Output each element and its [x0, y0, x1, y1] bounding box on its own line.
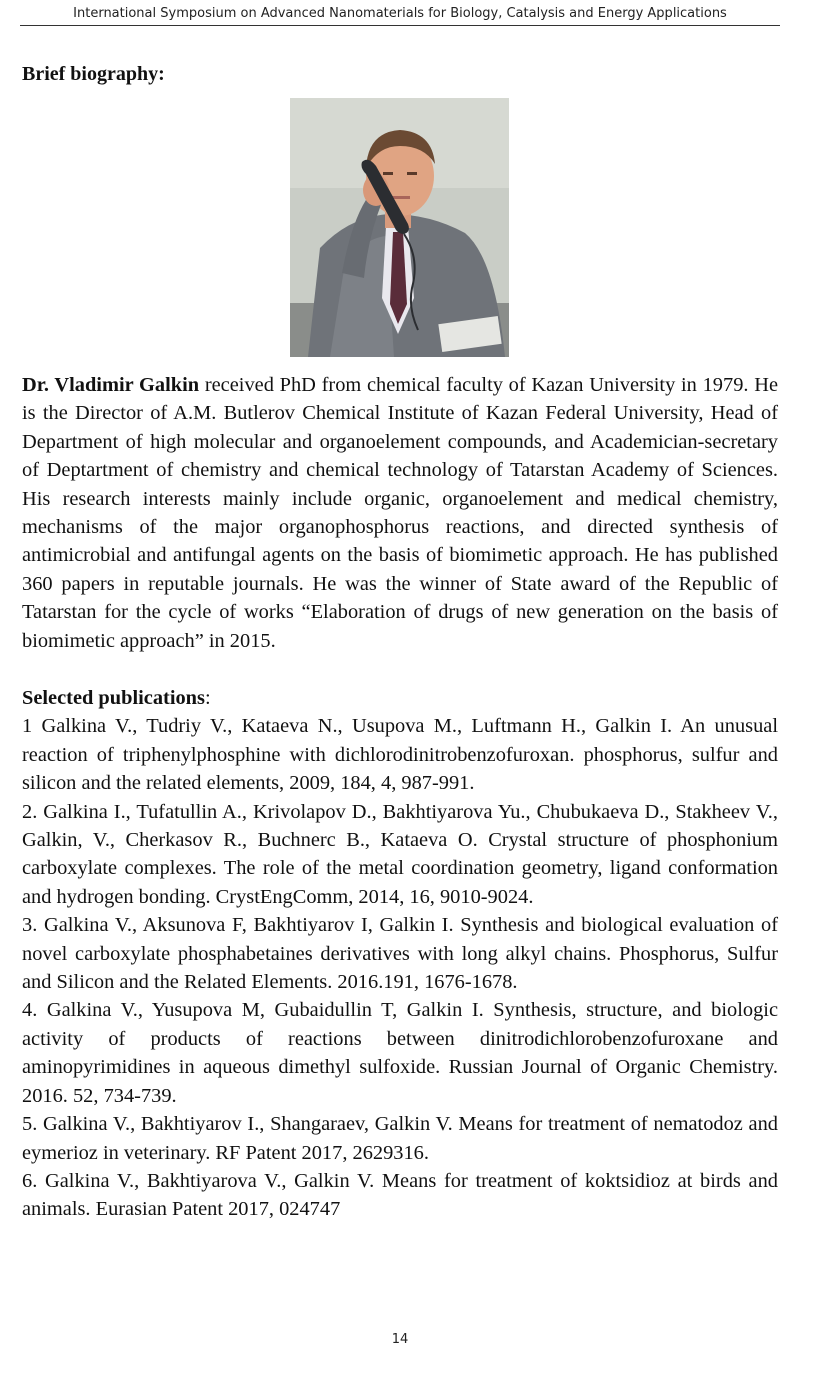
biography-heading: Brief biography: — [22, 63, 165, 85]
publication-item: 5. Galkina V., Bakhtiyarov I., Shangaraev, Galkin V. Means for treatment of nematodoz and eymerioz in veterinary. RF Patent 2017, 2629316. — [22, 1113, 778, 1164]
biography-text: received PhD from chemical faculty of Kazan University in 1979. He is the Director of A.M. Butlerov Chemical Institute of Kazan Federal University, Head of Department of high molecular and organoelement compounds, and Academician-secretary of Deptartment of chemistry and chemical technology of Tatarstan Academy of Sciences. His research interests mainly include organic, organoelement and medical chemistry, mechanisms of the major organophosphorus reactions, and directed synthesis of antimicrobial and antifungal agents on the basis of biomimetic approach. He has published 360 papers in reputable journals. He was the winner of State award of the Republic of Tatarstan for the cycle of works “Elaboration of drugs of new generation on the basis of biomimetic approach” in 2015. — [22, 374, 779, 652]
publication-item: 2. Galkina I., Tufatullin A., Krivolapov D., Bakhtiyarova Yu., Chubukaeva D., Stakheev V., Galkin, V., Cherkasov R., Buchnerc B., Kataeva O. Crystal structure of phosphonium carboxylate complexes. The role of the metal coordination geometry, ligand conformation and hydrogen bonding. CrystEngComm, 2014, 16, 9010-9024. — [22, 800, 778, 908]
biography-paragraph — [22, 371, 778, 655]
publication-item: 6. Galkina V., Bakhtiyarova V., Galkin V. Means for treatment of koktsidioz at birds and animals. Eurasian Patent 2017, 024747 — [22, 1169, 778, 1221]
publications-heading-label: Selected publications — [22, 687, 205, 709]
publication-item: 1 Galkina V., Tudriy V., Kataeva N., Usupova M., Luftmann H., Galkin I. An unusual reaction of triphenylphosphine with dichlorodinitrobenzofuroxan. phosphorus, sulfur and silicon and the related elements, 2009, 184, 4, 987-991. — [22, 715, 778, 795]
portrait-illustration — [290, 98, 509, 357]
running-header-title: International Symposium on Advanced Nanomaterials for Biology, Catalysis and Energy Applications — [73, 6, 727, 21]
publications-section — [22, 684, 778, 1224]
publication-item: 3. Galkina V., Aksunova F, Bakhtiyarov I, Galkin I. Synthesis and biological evaluation of novel carboxylate phosphabetaines derivatives with long alkyl chains. Phosphorus, Sulfur and Silicon and the Related Elements. 2016.191, 1676-1678. — [22, 914, 778, 994]
page-number: 14 — [391, 1332, 409, 1347]
biography-name: Dr. Vladimir Galkin — [22, 374, 200, 396]
portrait-photo — [290, 98, 509, 357]
publications-heading — [22, 684, 778, 712]
publications-heading-colon: : — [204, 687, 211, 709]
running-header — [20, 0, 780, 26]
publication-item: 4. Galkina V., Yusupova M, Gubaidullin T, Galkin I. Synthesis, structure, and biologic activity of products of reactions between dinitrodichlorobenzofuroxane and aminopyrimidines in aqueous dimethyl sulfoxide. Russian Journal of Organic Chemistry. 2016. 52, 734-739. — [22, 999, 778, 1107]
